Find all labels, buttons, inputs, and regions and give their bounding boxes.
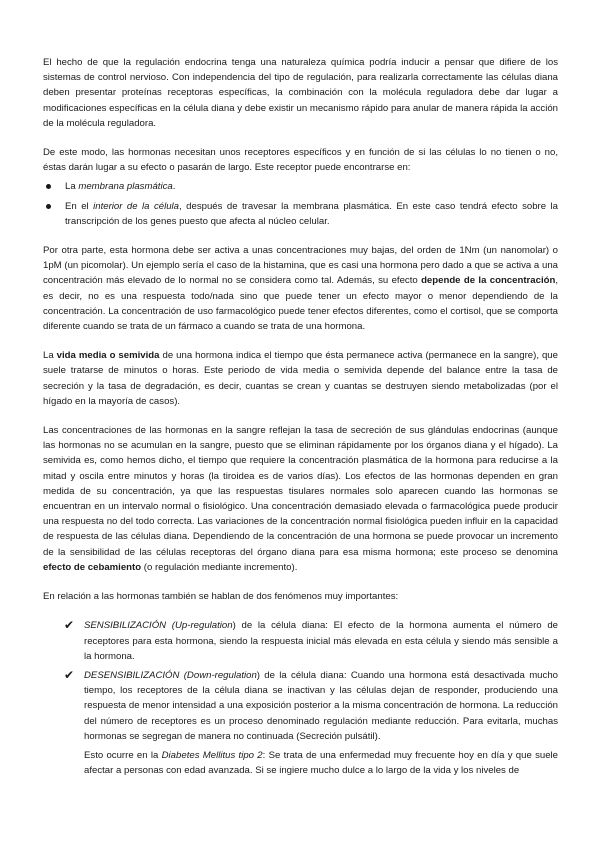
diabetes-note bbox=[84, 748, 558, 778]
regulation-phenomena-list bbox=[43, 618, 558, 778]
text-run: de una hormona indica el tiempo que ésta permanece activa (permanece en la sangre), que suele tratarse de minutos o horas. Este periodo de vida media o semivida depende del balance entre la tasa de secreción y la tasa de degradación, es decir, cuantas se crean y cuantas se destruyen siendo metabolizadas (por el hígado en la mayoría de casos). bbox=[43, 350, 558, 407]
paragraph-phenomena-intro: En relación a las hormonas también se hablan de dos fenómenos muy importantes: bbox=[43, 591, 399, 603]
bold-term: efecto de cebamiento bbox=[43, 561, 142, 573]
list-item-text: La bbox=[65, 181, 79, 193]
list-item-text: En el bbox=[65, 200, 94, 212]
checkmark-icon: ✔ bbox=[64, 618, 75, 633]
text-run: (o regulación mediante incremento). bbox=[141, 561, 298, 573]
bold-term: depende de la concentración bbox=[421, 275, 556, 287]
text-run: : Se trata de una enfermedad muy frecuente hoy en día y que suele afectar a personas con edad avanzada. Si se ingiere mucho dulce a lo largo de la vida y los niveles de bbox=[84, 749, 558, 777]
paragraph-half-life bbox=[43, 348, 558, 409]
checkmark-icon: ✔ bbox=[64, 667, 75, 682]
receptor-location-list bbox=[43, 179, 558, 229]
text-run: , es decir, no es una respuesta todo/nada sino que puede tener un efecto mayor o menor dependiendo de la concentración. La concentración de uso farmacológico puede tener efectos diferentes, como el cortisol, que se comporta diferente cuando se trata de un fármaco a cuando se trata de una hormona. bbox=[43, 275, 558, 333]
paragraph-receptors: De este modo, las hormonas necesitan unos receptores específicos y en función de si las células lo no tienen o no, éstas darán lugar a su efecto o pasarán de largo. Este receptor puede encontrarse en: bbox=[43, 147, 558, 174]
bullet-icon bbox=[46, 184, 51, 189]
bold-term: vida media o semivida bbox=[56, 350, 160, 362]
list-item bbox=[43, 179, 558, 194]
text-run: Por otra parte, esta hormona debe ser activa a unas concentraciones muy bajas, del orden de 1Nm (un nanomolar) o 1pM (un picomolar). Un ejemplo sería el caso de la histamina, que es casi una hormona pero dado a que se activa a una concentración más elevado de lo normal no se considera como tal. Además, su efecto bbox=[43, 245, 558, 287]
list-item-text: ) de la célula diana: El efecto de la hormona aumenta el número de receptores para esta hormona, siendo la respuesta inicial más elevada en esta célula y siendo más sensible a la hormona. bbox=[84, 620, 559, 662]
paragraph-blood-concentrations bbox=[43, 423, 558, 575]
text-run: Las concentraciones de las hormonas en la sangre reflejan la tasa de secreción de sus glándulas endocrinas (aunque las hormonas no se acumulan en la sangre, puesto que se eliminan rápidamente por los órganos diana y el hígado). La semivida es, como hemos dicho, el tiempo que requiere la concentración plasmática de la hormona para reducirse a la mitad y oscila entre minutos y horas (la tiroidea es de varios días). Los efectos de las hormonas dependen en gran medida de su concentración, ya que las respuestas tisulares normales solo aparecen cuando las hormonas se encuentran en un intervalo normal o fisiológico. Una concentración demasiado elevada o farmacológica puede producir una respuesta no del todo correcta. Las variaciones de la concentración normal fisiológica pueden influir en la capacidad de respuesta de las células diana. Dependiendo de la concentración de una hormona se puede provocar un incremento de la sensibilidad de las células receptoras del órgano diana para esa misma hormona; este proceso se denomina bbox=[43, 425, 558, 558]
document-body bbox=[43, 55, 558, 778]
text-run: La bbox=[43, 350, 57, 362]
list-item bbox=[64, 618, 558, 664]
list-item-emphasis: membrana plasmática bbox=[78, 181, 173, 193]
list-item-text: . bbox=[172, 181, 176, 193]
list-item-emphasis: interior de la célula bbox=[93, 200, 180, 212]
list-item-text: , después de travesar la membrana plasmática. En este caso tendrá efecto sobre la transcripción de los genes puesto que afecta al núcleo celular. bbox=[65, 200, 558, 227]
bullet-icon bbox=[46, 204, 51, 209]
list-item-emphasis: Diabetes Mellitus tipo 2 bbox=[161, 749, 263, 761]
list-item-emphasis: SENSIBILIZACIÓN (Up-regulation bbox=[84, 620, 233, 632]
list-item-text: ) de la célula diana: Cuando una hormona está desactivada mucho tiempo, los receptores de la célula diana se inactivan y las células dejan de responder, produciendo una respuesta de menor intensidad a una exposición posterior a la misma concentración de hormona. La reducción del número de receptores es un proceso denominado regulación mediante reducción. Para evitarla, muchas hormonas se segregan de manera no continuada (Secreción pulsátil). bbox=[84, 669, 558, 742]
paragraph-concentration bbox=[43, 243, 558, 334]
list-item-emphasis: DESENSIBILIZACIÓN (Down-regulation bbox=[84, 669, 257, 681]
list-item bbox=[64, 668, 558, 778]
list-item bbox=[43, 199, 558, 229]
text-run: Esto ocurre en la bbox=[84, 749, 162, 761]
paragraph-endocrine-regulation: El hecho de que la regulación endocrina tenga una naturaleza química podría inducir a pensar que difiere de los sistemas de control nervioso. Con independencia del tipo de regulación, para realizarla correctamente las células diana deben presentar proteínas receptoras específicas, la combinación con la molécula reguladora debe dar lugar a modificaciones específicas en la célula diana y debe existir un mecanismo rápido para anular de manera rápida la acción de la molécula reguladora. bbox=[43, 57, 558, 129]
